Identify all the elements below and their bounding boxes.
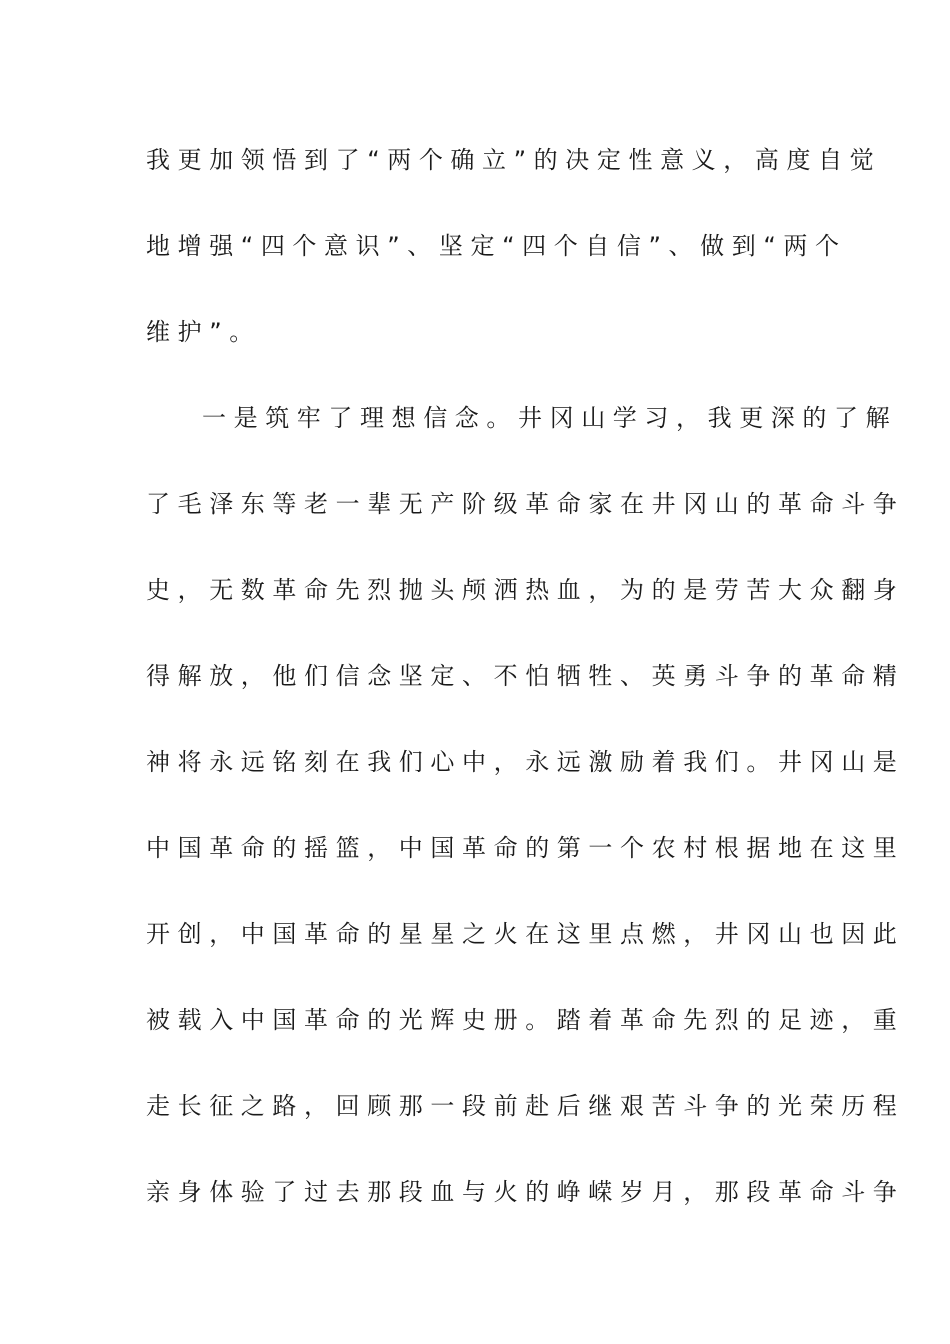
text-line: 我更加领悟到了“两个确立”的决定性意义，高度自觉 bbox=[146, 146, 882, 174]
text-line: 被载入中国革命的光辉史册。踏着革命先烈的足迹，重 bbox=[146, 1006, 905, 1034]
text-line: 史，无数革命先烈抛头颅洒热血，为的是劳苦大众翻身 bbox=[146, 576, 905, 604]
text-line: 中国革命的摇篮，中国革命的第一个农村根据地在这里 bbox=[146, 834, 905, 862]
text-line: 得解放，他们信念坚定、不怕牺牲、英勇斗争的革命精 bbox=[146, 662, 905, 690]
text-line: 维护”。 bbox=[146, 318, 261, 346]
text-line: 地增强“四个意识”、坚定“四个自信”、做到“两个 bbox=[146, 232, 847, 260]
text-line: 开创，中国革命的星星之火在这里点燃，井冈山也因此 bbox=[146, 920, 905, 948]
text-line: 走长征之路，回顾那一段前赴后继艰苦斗争的光荣历程 bbox=[146, 1092, 905, 1120]
paragraph-first-line: 一是筑牢了理想信念。井冈山学习，我更深的了解 bbox=[202, 404, 898, 432]
text-line: 了毛泽东等老一辈无产阶级革命家在井冈山的革命斗争 bbox=[146, 490, 905, 518]
text-line: 亲身体验了过去那段血与火的峥嵘岁月，那段革命斗争 bbox=[146, 1178, 905, 1206]
text-line: 神将永远铭刻在我们心中，永远激励着我们。井冈山是 bbox=[146, 748, 905, 776]
